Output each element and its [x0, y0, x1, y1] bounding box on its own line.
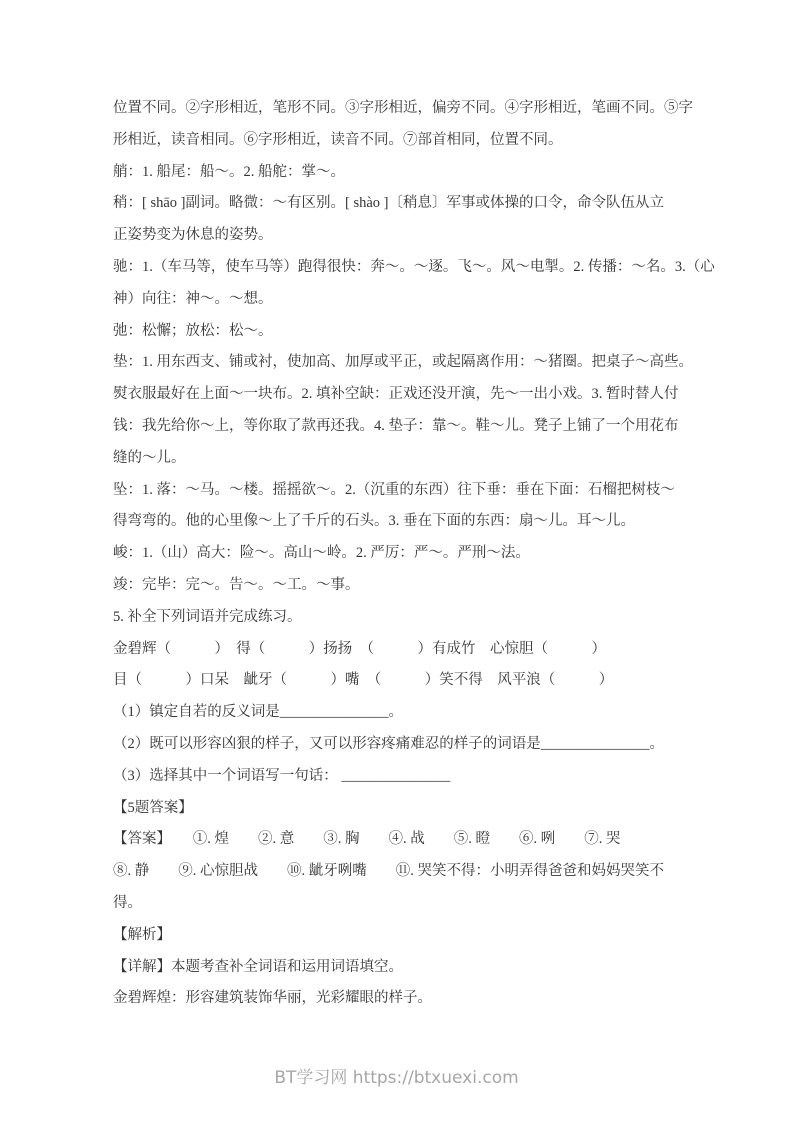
text-line: 金碧辉煌：形容建筑装饰华丽，光彩耀眼的样子。	[113, 990, 432, 1007]
footer-watermark	[0, 1063, 793, 1088]
footer-site-text: BT学习网 https://btxuexi.com	[274, 1068, 519, 1088]
text-line: 得弯弯的。他的心里像～上了千斤的石头。3. 垂在下面的东西：扇～儿。耳～儿。	[113, 513, 635, 530]
text-line: 【答案】 ①. 煌 ②. 意 ③. 胸 ④. 战 ⑤. 瞪 ⑥. 咧 ⑦. 哭	[113, 831, 621, 848]
text-line: 竣：完毕：完～。告～。～工。～事。	[113, 576, 360, 593]
text-line: 艄：1. 船尾：船～。2. 船舵：掌～。	[113, 163, 345, 180]
text-line: （2）既可以形容凶狠的样子，又可以形容疼痛难忍的样子的词语是_______________。	[113, 735, 664, 752]
text-line: ⑧. 静 ⑨. 心惊胆战 ⑩. 龇牙咧嘴 ⑪. 哭笑不得：小明弄得爸爸和妈妈哭笑不	[113, 863, 664, 880]
text-line: 神）向往：神～。～想。	[113, 290, 273, 307]
text-line: 形相近，读音相同。⑥字形相近，读音不同。⑦部首相同，位置不同。	[113, 131, 563, 148]
text-line: （3）选择其中一个词语写一句话： _______________	[113, 767, 451, 784]
text-line: 金碧辉（ ） 得（ ）扬扬 （ ）有成竹 心惊胆（ ）	[113, 640, 606, 657]
text-line: 稍：[ shāo ]副词。略微：～有区别。[ shào ]〔稍息〕军事或体操的口令，命令队伍从立	[113, 195, 664, 212]
text-line: 驰：1.（车马等，使车马等）跑得很快：奔～。～逐。飞～。风～电掣。2. 传播：～名。3.（心	[113, 258, 715, 275]
text-line: 位置不同。②字形相近，笔形不同。③字形相近，偏旁不同。④字形相近，笔画不同。⑤字	[113, 100, 693, 116]
text-line: 弛：松懈；放松：松～。	[113, 322, 273, 339]
text-line: 坠：1. 落：～马。～楼。摇摇欲～。2.（沉重的东西）往下垂：垂在下面：石榴把树枝～	[113, 481, 675, 498]
text-line: 正姿势变为休息的姿势。	[113, 227, 273, 244]
text-line: （1）镇定自若的反义词是_______________。	[113, 704, 403, 721]
text-line: 【解析】	[113, 926, 171, 943]
text-line: 得。	[113, 894, 142, 911]
text-line: 峻：1.（山）高大：险～。高山～岭。2. 严厉：严～。严刑～法。	[113, 545, 530, 562]
text-line: 【5题答案】	[113, 799, 193, 816]
text-line: 5. 补全下列词语并完成练习。	[113, 608, 302, 625]
text-line: 【详解】本题考查补全词语和运用词语填空。	[113, 958, 403, 975]
text-line: 垫：1. 用东西支、铺或衬，使加高、加厚或平正，或起隔离作用：～猪圈。把桌子～高些。	[113, 354, 693, 371]
text-line: 钱：我先给你～上，等你取了款再还我。4. 垫子：靠～。鞋～儿。凳子上铺了一个用花布	[113, 417, 679, 434]
text-line: 缝的～儿。	[113, 449, 186, 466]
text-line: 熨衣服最好在上面～一块布。2. 填补空缺：正戏还没开演，先～一出小戏。3. 暂时替人付	[113, 386, 679, 403]
text-line: 目（ ）口呆 龇牙（ ）嘴 （ ）笑不得 风平浪（ ）	[113, 672, 614, 689]
document-body	[113, 93, 715, 1015]
